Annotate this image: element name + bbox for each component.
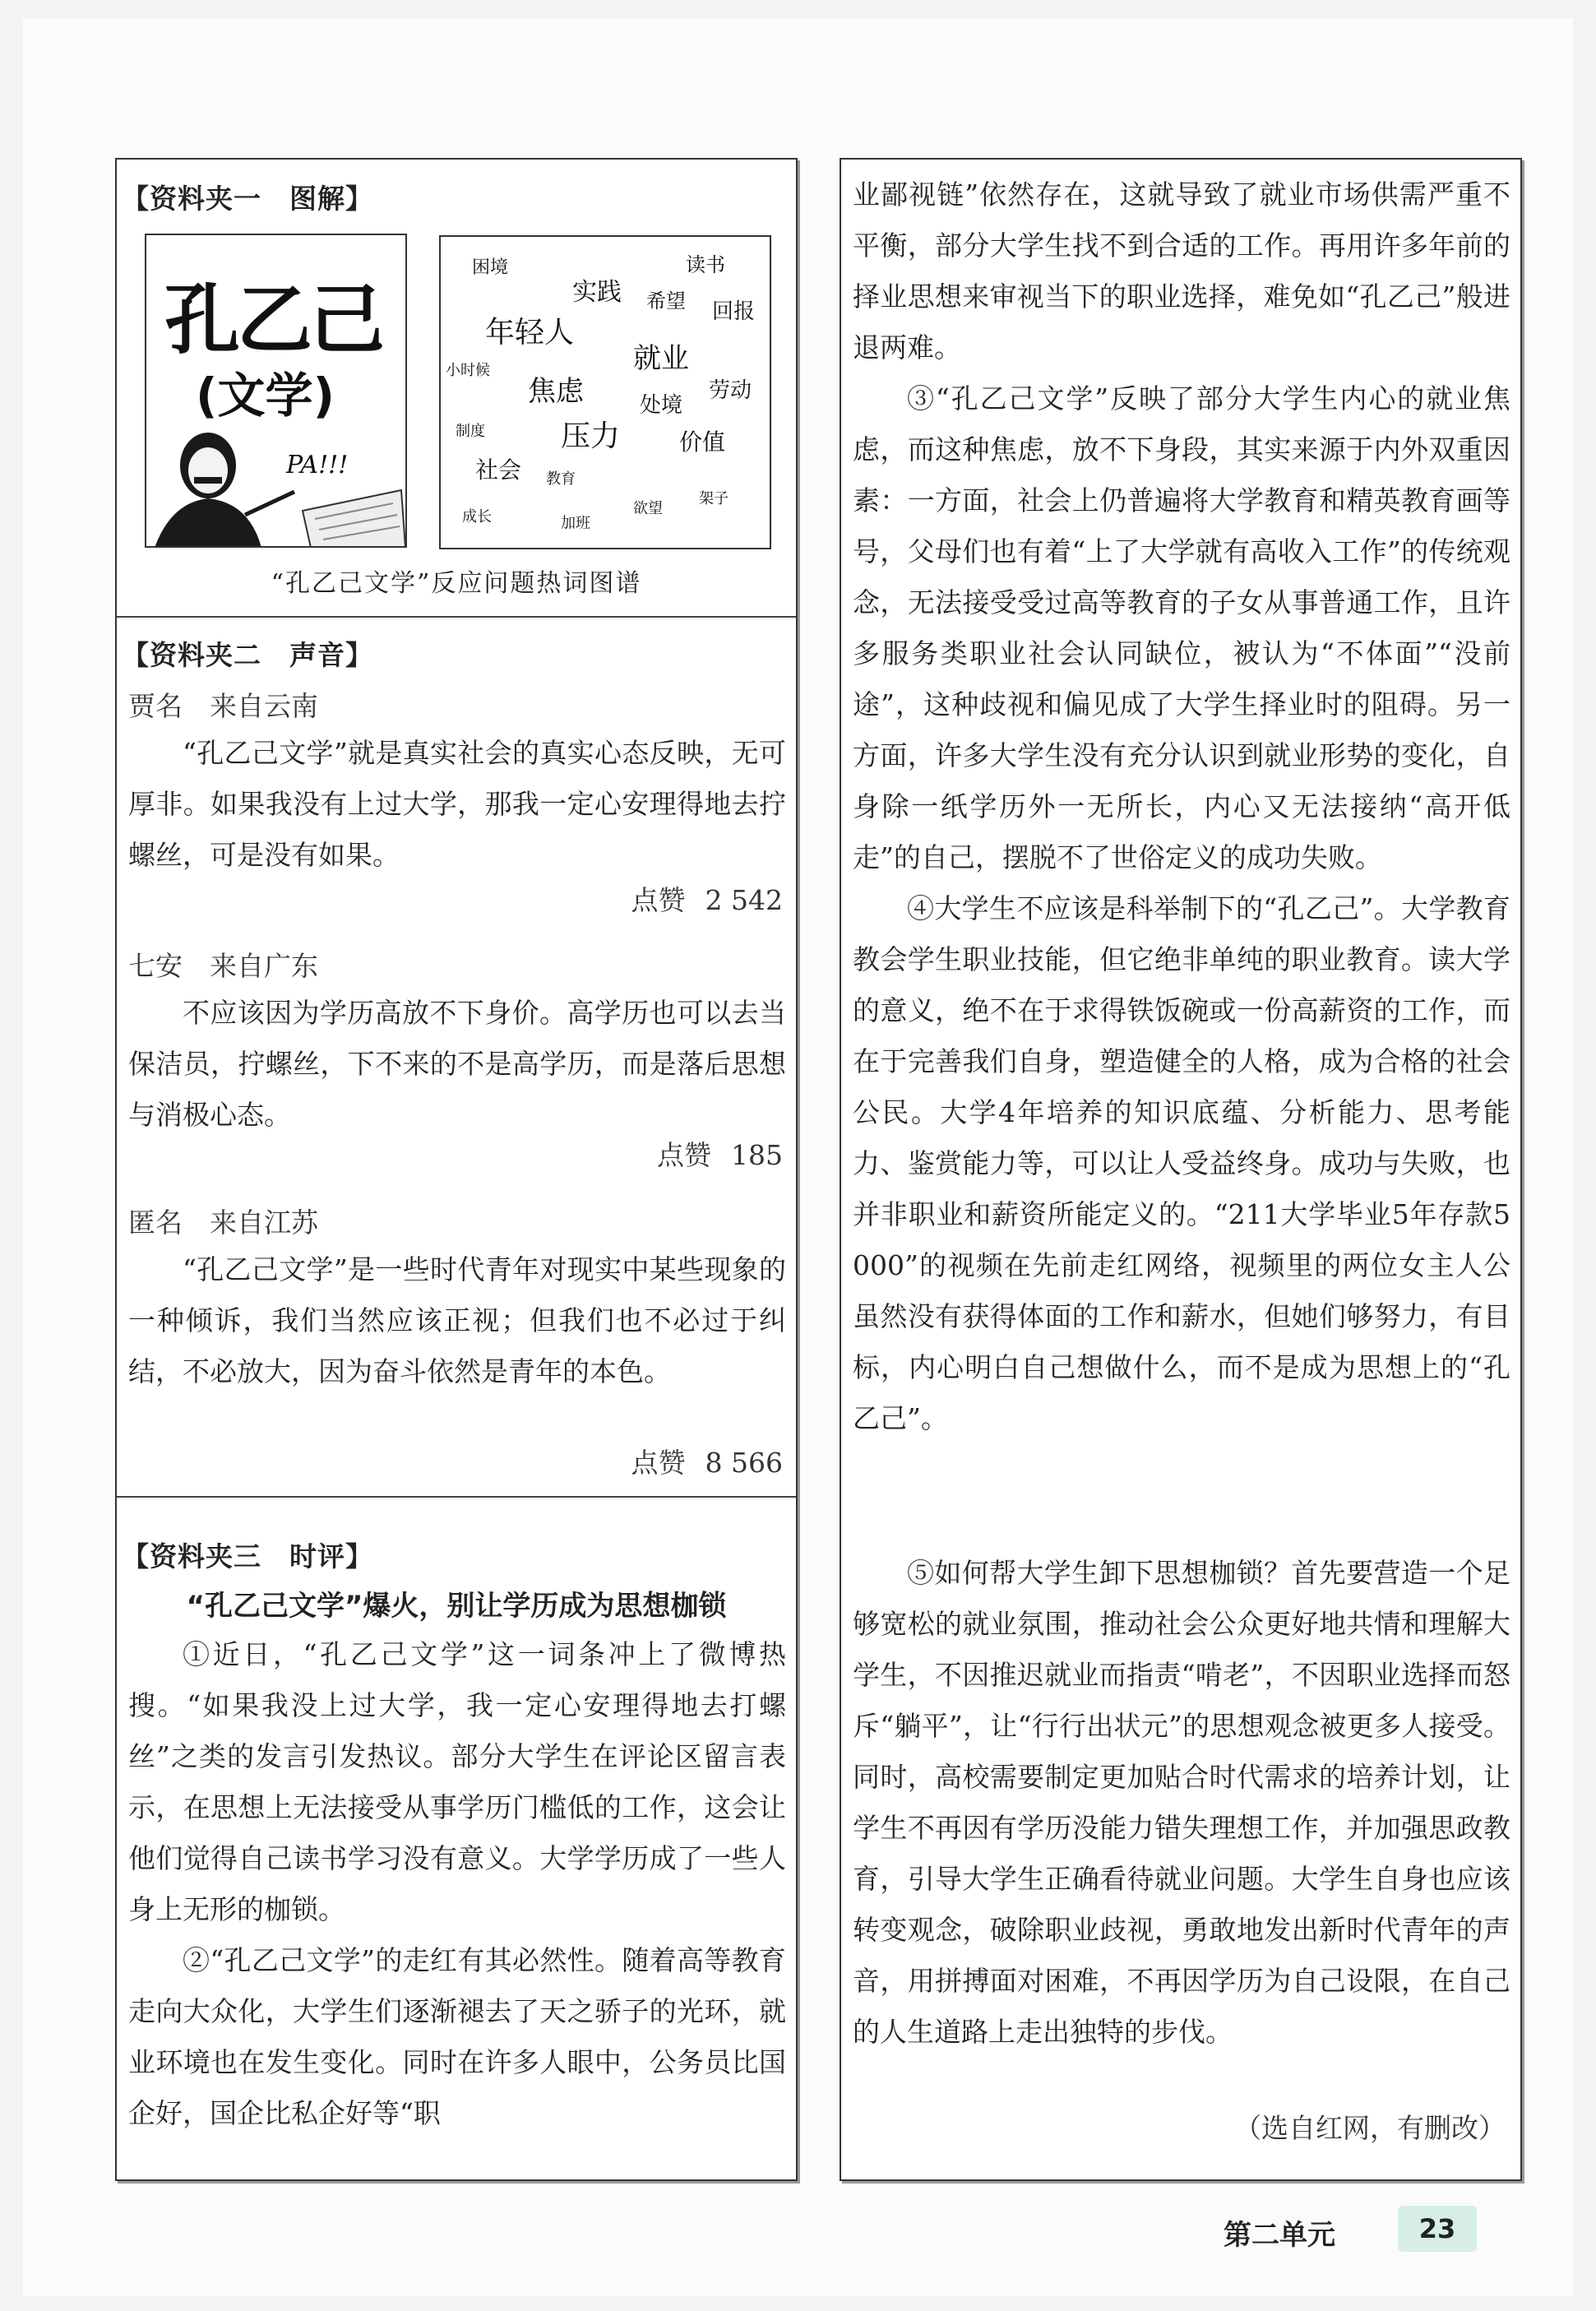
article-paragraph-4: ④大学生不应该是科举制下的“孔乙己”。大学教育教会学生职业技能，但它绝非单纯的职业教育。读大学的意义，绝不在于求得铁饭碗或一份高薪资的工作，而在于完善我们自身，塑造健全的人格，成为合格的社会公民。大学4年培养的知识底蕴、分析能力、思考能力、鉴赏能力等，可以让人受益终身。成功与失败，也并非职业和薪资所能定义的。“211大学毕业5年存款5 000”的视频在先前走红网络，视频里的两位女主人公虽然没有获得体面的工作和薪水，但她们够努力，有目标，内心明白自己想做什么，而不是成为思想上的“孔乙己”。 [853, 892, 1510, 1434]
article-paragraph-3: ③“孔乙己文学”反映了部分大学生内心的就业焦虑，而这种焦虑，放不下身段，其实来源于内外双重因素：一方面，社会上仍普遍将大学教育和精英教育画等号，父母们也有着“上了大学就有高收入工作”的传统观念，无法接受受过高等教育的子女从事普通工作，且许多服务类职业社会认同缺位，被认为“不体面”“没前途”，这种歧视和偏见成了大学生择业时的阻碍。另一方面，许多大学生没有充分认识到就业形势的变化，自身除一纸学历外一无所长，内心又无法接纳“高开低走”的自己，摆脱不了世俗定义的成功失败。 [853, 382, 1510, 873]
comment-author: 匿名 来自江苏 [128, 1206, 318, 1239]
comment-text: “孔乙己文学”就是真实社会的真实心态反映，无可厚非。如果我没有上过大学，那我一定心安理得地去拧螺丝，可是没有如果。 [128, 737, 786, 871]
material-2-heading: 【资料夹二 声音】 [122, 639, 373, 671]
lu-xun-portrait-icon [146, 416, 405, 548]
word: 处境 [640, 393, 683, 418]
word: 欲望 [633, 500, 663, 517]
page-number: 23 [1398, 2206, 1477, 2252]
like-label: 点赞 [631, 1447, 686, 1479]
comment-author: 七安 来自广东 [128, 950, 318, 982]
article-paragraph-2-continued: 业鄙视链”依然存在，这就导致了就业市场供需严重不平衡，部分大学生找不到合适的工作。再用许多年前的择业思想来审视当下的职业选择，难免如“孔乙己”般进退两难。 [853, 178, 1510, 364]
page [23, 18, 1573, 2296]
word: 压力 [561, 419, 621, 453]
word: 成长 [462, 508, 492, 526]
word: 就业 [633, 342, 689, 375]
right-column [840, 158, 1522, 2181]
comment-text: “孔乙己文学”是一些时代青年对现实中某些现象的一种倾诉，我们当然应该正视；但我们也不必过于纠结，不必放大，因为奋斗依然是青年的本色。 [128, 1253, 786, 1387]
word: 回报 [712, 299, 756, 324]
word: 价值 [679, 428, 726, 456]
word: 读书 [686, 253, 725, 276]
word: 架子 [699, 490, 729, 507]
word: 制度 [456, 423, 485, 440]
like-label: 点赞 [657, 1139, 711, 1171]
illustration-caption: “孔乙己文学”反应问题热词图谱 [271, 569, 642, 598]
material-1-heading: 【资料夹一 图解】 [122, 183, 373, 215]
word: 小时候 [446, 362, 490, 379]
material-3-heading: 【资料夹三 时评】 [122, 1540, 373, 1572]
word: 加班 [561, 515, 590, 532]
article-title: “孔乙己文学”爆火，别让学历成为思想枷锁 [186, 1590, 727, 1623]
illustration-title: 孔乙己 [164, 276, 382, 364]
kong-yiji-illustration [145, 234, 407, 548]
material-3 [117, 1498, 796, 2172]
article-paragraph-5: ⑤如何帮大学生卸下思想枷锁？首先要营造一个足够宽松的就业氛围，推动社会公众更好地共情和理解大学生，不因推迟就业而指责“啃老”，不因职业选择而怒斥“躺平”，让“行行出状元”的思想观念被更多人接受。同时，高校需要制定更加贴合时代需求的培养计划，让学生不再因有学历没能力错失理想工作，并加强思政教育，引导大学生正确看待就业问题。大学生自身也应该转变观念，破除职业歧视，勇敢地发出新时代青年的声音，用拼搏面对困难，不再因学历为自己设限，在自己的人生道路上走出独特的步伐。 [853, 1557, 1510, 2048]
article-paragraph-1: ①近日，“孔乙己文学”这一词条冲上了微博热搜。“如果我没上过大学，我一定心安理得地去打螺丝”之类的发言引发热议。部分大学生在评论区留言表示，在思想上无法接受从事学历门槛低的工作，这会让他们觉得自己读书学习没有意义。大学学历成了一些人身上无形的枷锁。 [128, 1638, 786, 1925]
word: 实践 [572, 278, 622, 307]
illustration-subtitle: (文学) [196, 368, 335, 424]
material-1 [117, 160, 796, 616]
word: 希望 [646, 289, 686, 313]
hot-words-cloud [439, 235, 771, 549]
left-column [115, 158, 798, 2181]
word: 社会 [475, 456, 522, 484]
word: 困境 [472, 257, 509, 278]
like-number: 185 [731, 1139, 783, 1171]
comment-text: 不应该因为学历高放不下身价。高学历也可以去当保洁员，拧螺丝，下不来的不是高学历，而是落后思想与消极心态。 [128, 997, 786, 1131]
word: 教育 [546, 470, 576, 488]
unit-label: 第二单元 [1224, 2219, 1335, 2252]
like-count [657, 1134, 783, 1173]
like-number: 2 542 [705, 884, 783, 916]
word: 年轻人 [485, 316, 575, 350]
word: 劳动 [709, 378, 752, 403]
pa-exclamation: PA!!! [286, 451, 349, 479]
like-number: 8 566 [705, 1447, 783, 1479]
like-count [631, 879, 783, 918]
like-count [631, 1442, 783, 1480]
comment-author: 贾名 来自云南 [128, 690, 318, 722]
word: 焦虑 [528, 375, 584, 408]
article-paragraph-2: ②“孔乙己文学”的走红有其必然性。随着高等教育走向大众化，大学生们逐渐褪去了天之骄子的光环，就业环境也在发生变化。同时在许多人眼中，公务员比国企好，国企比私企好等“职 [128, 1944, 786, 2129]
article-source: （选自红网，有删改） [1234, 2112, 1506, 2144]
like-label: 点赞 [631, 884, 686, 916]
